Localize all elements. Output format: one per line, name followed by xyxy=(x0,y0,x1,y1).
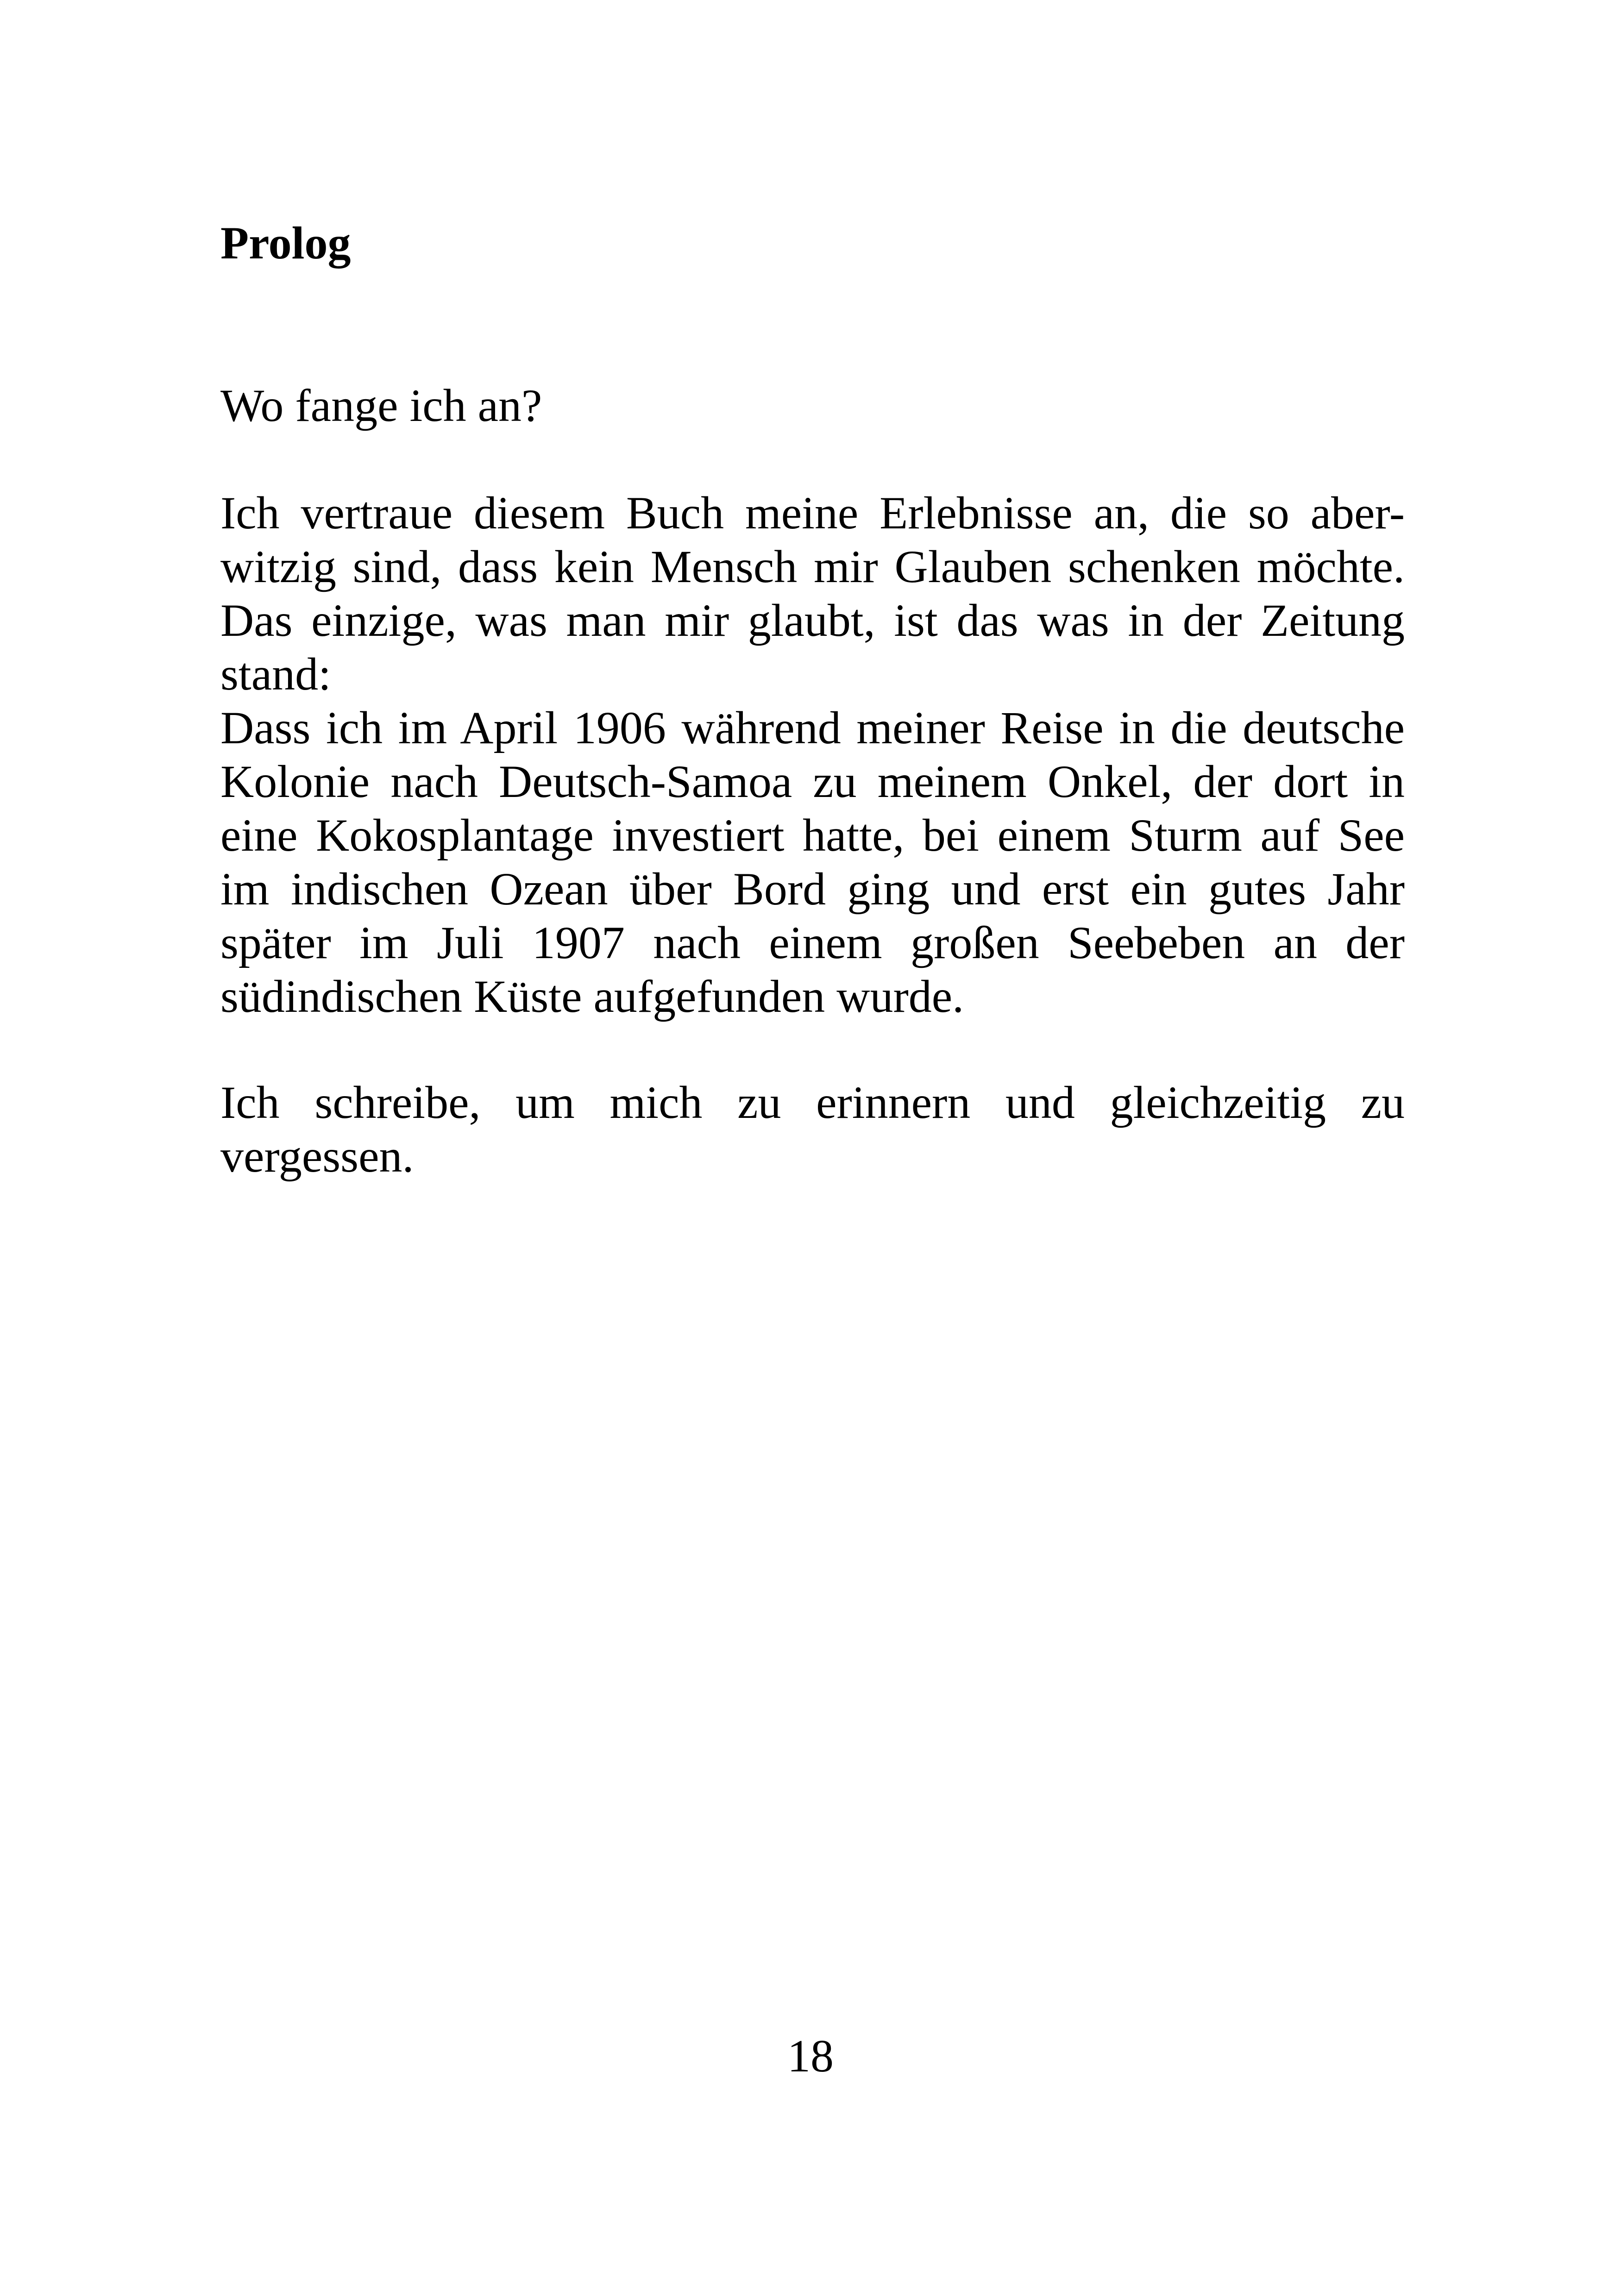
opening-line xyxy=(220,379,1405,433)
paragraph-2 xyxy=(220,1076,1405,1183)
chapter-heading: Prolog xyxy=(220,217,351,269)
text-line: später im Juli 1907 nach einem großen Seebeben an der xyxy=(220,917,1405,968)
text-line: im indischen Ozean über Bord ging und erst ein gutes Jahr xyxy=(220,863,1405,915)
paragraph-1 xyxy=(220,486,1405,1023)
text-line: eine Kokosplantage investiert hatte, bei einem Sturm auf See xyxy=(220,809,1405,861)
text-line: Ich vertraue diesem Buch meine Erlebnisse an, die so aber- xyxy=(220,487,1405,539)
text-line: Das einzige, was man mir glaubt, ist das was in der Zeitung xyxy=(220,595,1405,646)
text-line: witzig sind, dass kein Mensch mir Glauben schenken möchte. xyxy=(220,541,1405,592)
page-number: 18 xyxy=(787,2030,834,2082)
text-line: Kolonie nach Deutsch-Samoa zu meinem Onkel, der dort in xyxy=(220,756,1405,807)
text-line: südindischen Küste aufgefunden wurde. xyxy=(220,971,964,1022)
text-line: vergessen. xyxy=(220,1130,414,1182)
text-line: stand: xyxy=(220,648,331,700)
text-line: Ich schreibe, um mich zu erinnern und gleichzeitig zu xyxy=(220,1077,1405,1128)
text-line: Dass ich im April 1906 während meiner Reise in die deutsche xyxy=(220,702,1405,753)
text-line: Wo fange ich an? xyxy=(220,380,542,431)
